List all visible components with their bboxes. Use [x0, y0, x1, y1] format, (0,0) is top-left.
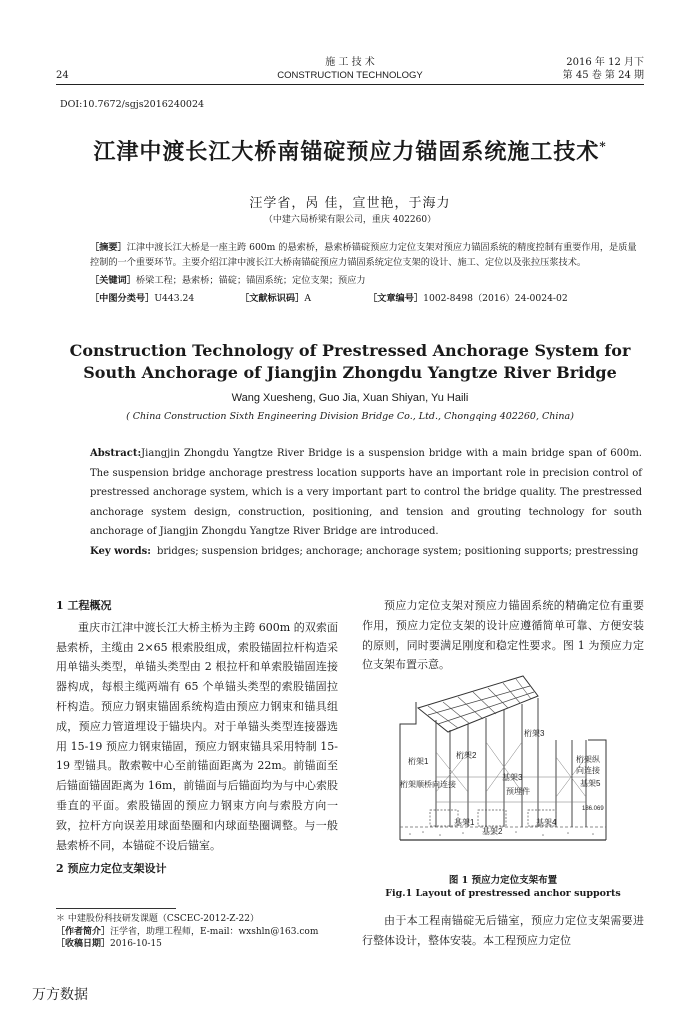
label-truss-along: 桁架顺桥向连接 — [400, 780, 456, 789]
header-rule — [56, 84, 644, 85]
journal-name-en: CONSTRUCTION TECHNOLOGY — [277, 70, 423, 81]
doc-value: A — [304, 293, 311, 304]
keywords-en — [90, 542, 642, 562]
keywords-en-label: Key words: — [90, 545, 151, 557]
footnote-date-text: 2016-10-15 — [110, 939, 162, 949]
stipple-dot — [567, 832, 569, 834]
right-paragraph-1: 预应力定位支架对预应力锚固系统的精确定位有重要作用，预应力定位支架的设计应遵循简单可靠、方便安装的原则，同时要满足刚度和稳定性要求。图 1 为预应力定位支架布置示意。 — [362, 599, 644, 672]
stipple-dot — [409, 833, 411, 835]
abstract-en-label: Abstract: — [90, 448, 142, 459]
right-paragraph-2: 由于本工程南锚碇无后锚室，预应力定位支架需要进行整体设计，整体安装。本工程预应力定位 — [362, 914, 644, 947]
footnotes — [56, 913, 346, 951]
classification-row — [90, 291, 640, 306]
title-cn-text: 江津中渡长江大桥南锚碇预应力锚固系统施工技术 — [93, 139, 600, 165]
issue-date: 2016 年 12 月下 — [566, 57, 644, 68]
affiliation-en: ( China Construction Sixth Engineering Division Bridge Co., Ltd., Chongqing 402260, China) — [126, 411, 574, 422]
stipple-dot — [462, 832, 464, 834]
label-base2: 基架2 — [482, 827, 503, 836]
left-column — [56, 596, 338, 879]
label-long-link-2: 向连接 — [576, 766, 600, 775]
section1-heading: 1 工程概况 — [56, 599, 112, 612]
truss-web — [428, 679, 531, 728]
abstract-en-text: Jiangjin Zhongdu Yangtze River Bridge is a suspension bridge with a main bridge span of 600m. The suspension bridge anchorage prestress location supports have an important role in precision control of prestressed anchorage system, which is a very important part to control the bridge quality. The prestressed anchorage system design, construction, positioning, and tension and grouting technology for south anchorage of Jiangjin Zhongdu Yangtze River Bridge are introduced. — [90, 448, 642, 537]
authors-cn: 汪学省，呙 佳，宣世艳，于海力 — [249, 196, 451, 211]
doc-code — [240, 291, 311, 306]
truss-web-member — [428, 706, 458, 728]
abstract-cn-text: 江津中渡长江大桥是一座主跨 600m 的悬索桥，悬索桥锚碇预应力定位支架对预应力锚固系统的精度控制有重要作用，是质量控制的一个重要环节。主要介绍江津中渡长江大桥南锚碇预应力锚固系统定位支架的设计、施工、定位以及张拉压浆技术。 — [90, 242, 637, 268]
title-en-line2: South Anchorage of Jiangjin Zhongdu Yangtze River Bridge — [83, 363, 617, 382]
label-truss1: 桁架1 — [408, 757, 429, 766]
base-block — [478, 810, 506, 826]
figure-1-diagram — [388, 662, 618, 857]
keywords-cn — [90, 273, 640, 288]
footnote-date-label: ［收稿日期］ — [56, 939, 111, 949]
title-mark: * — [599, 139, 607, 154]
figure-caption-cn: 图 1 预应力定位支架布置 — [448, 875, 558, 886]
doi: DOI:10.7672/sgjs2016240024 — [60, 99, 205, 110]
label-base4: 基架4 — [536, 818, 557, 827]
stipple-dot — [422, 831, 424, 833]
label-truss3: 桁架3 — [524, 729, 545, 738]
label-dim1: 186.069 — [582, 806, 604, 812]
figure-caption-en: Fig.1 Layout of prestressed anchor supports — [385, 888, 621, 899]
title-cn — [56, 135, 644, 166]
keywords-cn-text: 桥梁工程；悬索桥；锚碇；锚固系统；定位支架；预应力 — [135, 275, 366, 286]
title-en-line1: Construction Technology of Prestressed Anchorage System for — [69, 341, 631, 360]
footnote-fund: ＊ 中建股份科技研发课题（CSCEC-2012-Z-22） — [56, 914, 259, 924]
right-column-bottom — [362, 911, 644, 951]
keywords-cn-label: ［关键词］ — [90, 275, 136, 286]
label-truss2: 桁架2 — [456, 751, 477, 760]
stipple-dot — [515, 831, 517, 833]
label-embedded: 预埋件 — [506, 787, 530, 796]
label-base1: 基架1 — [454, 818, 475, 827]
label-base5: 基架5 — [580, 779, 601, 788]
class-value: U443.24 — [154, 293, 195, 304]
footnote-author — [56, 926, 346, 939]
class-number — [90, 291, 194, 306]
truss-web-member — [488, 688, 508, 708]
article-value: 1002-8498（2016）24-0024-02 — [423, 293, 568, 304]
stipple-dot — [542, 834, 544, 836]
journal-name-cn: 施 工 技 术 — [325, 57, 375, 68]
stipple-dot — [439, 834, 441, 836]
abstract-cn-label: ［摘要］ — [90, 242, 127, 253]
title-en — [56, 340, 644, 384]
label-base3: 基架3 — [502, 773, 523, 782]
abstract-en-body — [90, 444, 642, 542]
footnote-author-label: ［作者简介］ — [56, 926, 111, 937]
section2-heading: 2 预应力定位支架设计 — [56, 862, 167, 876]
foundation-outline — [400, 702, 416, 840]
label-long-link-1: 桁架纵 — [576, 755, 600, 764]
stipple-dot — [592, 833, 594, 835]
page-number: 24 — [56, 70, 69, 81]
article-label: ［文章编号］ — [368, 293, 424, 304]
article-number — [368, 291, 568, 306]
footnote-rule — [56, 908, 176, 909]
volume-issue: 第 45 卷 第 24 期 — [562, 70, 644, 81]
class-label: ［中图分类号］ — [90, 293, 155, 304]
affiliation-cn: （中建六局桥梁有限公司，重庆 402260） — [263, 215, 437, 225]
abstract-cn-body — [90, 240, 640, 270]
footnote-date — [56, 938, 346, 951]
doc-label: ［文献标识码］ — [240, 293, 305, 304]
truss-web-member — [473, 692, 496, 714]
section1-paragraph: 重庆市江津中渡长江大桥主桥为主跨 600m 的双索面悬索桥，主缆由 2×65 根索股组成，索股锚固拉杆构造采用单锚头类型，单锚头类型由 2 根拉杆和单索股锚固连接器构成，每根主缆两端有 65 个单锚头类型的索股锚固拉杆构造。预应力钢束锚固系统构造由预应力钢束和锚具组成，预应力管道埋设于锚块内。对于单锚头类型连接器选用 15-19 预应力钢束锚固，预应力钢束锚具采用特制 15-19 型锚具。散索鞍中心至前锚面距离为 22m。前锚面至后锚面锚固距离为 16m，前锚面与后锚面均为与中心索股垂直的平面。索股锚固的预应力钢束方向与索股方向一致，拉杆方向误差用球面垫圈和内球面垫圈调整。与一般悬索桥不同，本锚碇不设后锚室。 — [56, 620, 338, 852]
keywords-en-text: bridges; suspension bridges; anchorage; anchorage system; positioning supports; prestressing — [157, 545, 639, 557]
abstract-cn — [90, 240, 640, 306]
footnote-author-text: 汪学省，助理工程师，E-mail：wxshln@163.com — [110, 926, 319, 937]
watermark: 万方数据 — [32, 987, 88, 1003]
authors-en: Wang Xuesheng, Guo Jia, Xuan Shiyan, Yu Haili — [231, 392, 469, 404]
abstract-en — [90, 444, 642, 561]
